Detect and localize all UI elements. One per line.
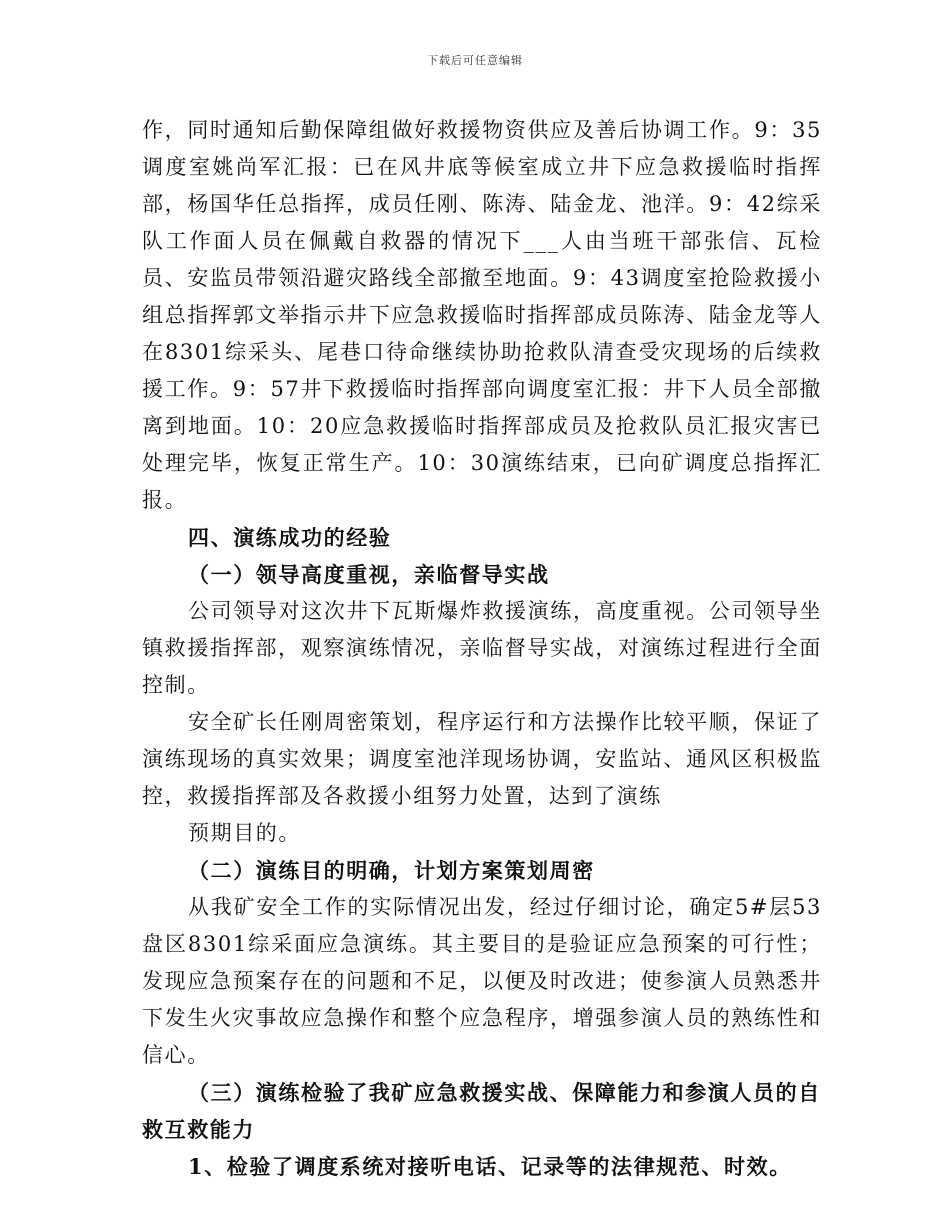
paragraph-leadership: 公司领导对这次井下瓦斯爆炸救援演练，高度重视。公司领导坐镇救援指挥部，观察演练情况，亲临督导实战，对演练过程进行全面控制。 xyxy=(142,599,822,697)
subsection-heading-one: （一）领导高度重视，亲临督导实战 xyxy=(188,562,550,587)
paragraph-drill-timeline: 作，同时通知后勤保障组做好救援物资供应及善后协调工作。9：35调度室姚尚军汇报：已在风井底等候室成立井下应急救援临时指挥部，杨国华任总指挥，成员任刚、陈涛、陆金龙、池洋。9：42综采队工作面人员在佩戴自救器的情况下___人由当班干部张信、瓦检员、安监员带领沿避灾路线全部撤至地面。9：43调度室抢险救援小组总指挥郭文举指示井下应急救援临时指挥部成员陈涛、陆金龙等人在8301综采头、尾巷口待命继续协助抢救队清查受灾现场的后续救援工作。9：57井下救援临时指挥部向调度室汇报：井下人员全部撤离到地面。10：20应急救援临时指挥部成员及抢救队员汇报灾害已处理完毕，恢复正常生产。10：30演练结束，已向矿调度总指挥汇报。 xyxy=(142,118,822,512)
document-body xyxy=(142,112,822,1185)
page-header-watermark: 下载后可任意编辑 xyxy=(427,54,523,67)
paragraph-objectives: 从我矿安全工作的实际情况出发，经过仔细讨论，确定5#层53盘区8301综采面应急演练。其主要目的是验证应急预案的可行性；发现应急预案存在的问题和不足，以便及时改进；使参演人员熟悉井下发生火灾事故应急操作和整个应急程序，增强参演人员的熟练性和信心。 xyxy=(142,895,822,1067)
paragraph-planning-continued: 预期目的。 xyxy=(188,821,301,845)
subsection-heading-two: （二）演练目的明确，计划方案策划周密 xyxy=(188,858,595,883)
paragraph-planning: 安全矿长任刚周密策划，程序运行和方法操作比较平顺，保证了演练现场的真实效果；调度室池洋现场协调，安监站、通风区积极监控，救援指挥部及各救援小组努力处置，达到了演练 xyxy=(142,710,822,808)
subsection-heading-three: （三）演练检验了我矿应急救援实战、保障能力和参演人员的自救互救能力 xyxy=(142,1080,821,1142)
section-heading-four: 四、演练成功的经验 xyxy=(188,525,392,550)
list-item-heading-1: 1、检验了调度系统对接听电话、记录等的法律规范、时效。 xyxy=(188,1154,792,1179)
